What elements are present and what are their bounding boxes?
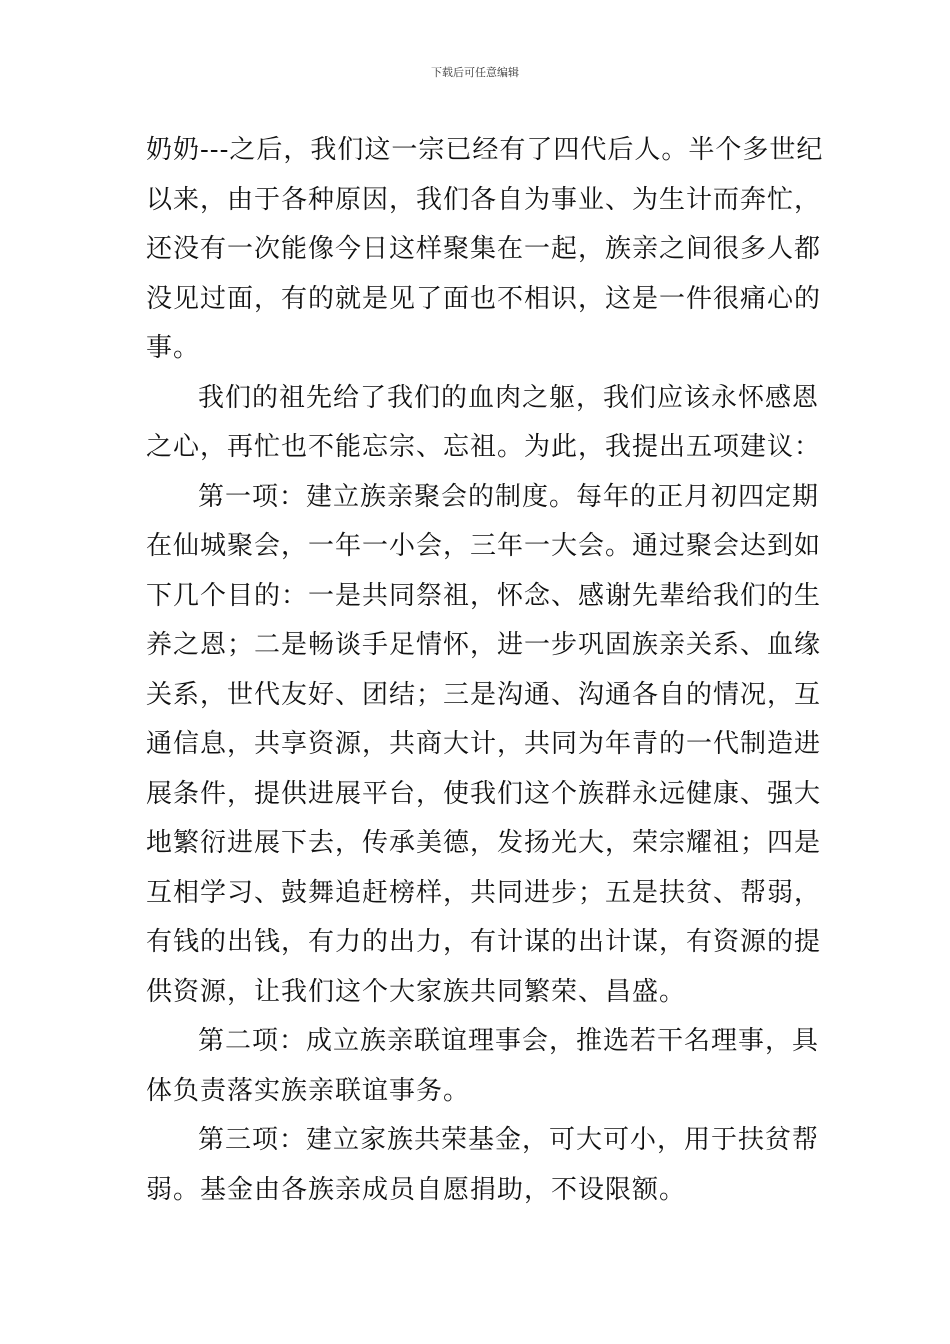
text-line: 第二项：成立族亲联谊理事会，推选若干名理事，具 (198, 1026, 820, 1056)
text-line: 展条件，提供进展平台，使我们这个族群永远健康、强大 (146, 778, 822, 809)
text-line: 没见过面，有的就是见了面也不相识，这是一件很痛心的 (146, 283, 822, 314)
text-line: 养之恩；二是畅谈手足情怀，进一步巩固族亲关系、血缘 (146, 630, 822, 660)
text-line: 关系，世代友好、团结；三是沟通、沟通各自的情况，互 (146, 679, 822, 710)
text-line: 下几个目的：一是共同祭祖，怀念、感谢先辈给我们的生 (146, 580, 822, 611)
text-line: 在仙城聚会，一年一小会，三年一大会。通过聚会达到如 (146, 531, 822, 561)
paragraph-3 (146, 473, 822, 1018)
text-line: 还没有一次能像今日这样聚集在一起，族亲之间很多人都 (146, 234, 822, 264)
text-line: 奶奶---之后，我们这一宗已经有了四代后人。半个多世纪 (146, 135, 824, 165)
text-line: 弱。基金由各族亲成员自愿捐助，不设限额。 (146, 1174, 687, 1205)
paragraph-2 (146, 374, 822, 473)
text-line: 第三项：建立家族共荣基金，可大可小，用于扶贫帮 (198, 1125, 820, 1155)
text-line: 通信息，共享资源，共商大计，共同为年青的一代制造进 (146, 729, 822, 759)
paragraph-5 (146, 1116, 820, 1215)
document-body (146, 126, 824, 1215)
paragraph-4 (146, 1017, 820, 1116)
page-header: 下载后可任意编辑 (431, 66, 519, 79)
text-line: 第一项：建立族亲聚会的制度。每年的正月初四定期 (198, 481, 820, 512)
text-line: 之心，再忙也不能忘宗、忘祖。为此，我提出五项建议： (146, 432, 822, 462)
paragraph-1 (146, 126, 824, 374)
text-line: 事。 (146, 333, 201, 363)
text-line: 互相学习、鼓舞追赶榜样，共同进步；五是扶贫、帮弱， (146, 877, 822, 908)
text-line: 地繁衍进展下去，传承美德，发扬光大，荣宗耀祖；四是 (146, 828, 822, 858)
text-line: 有钱的出钱，有力的出力，有计谋的出计谋，有资源的提 (146, 927, 822, 957)
text-line: 以来，由于各种原因，我们各自为事业、为生计而奔忙， (146, 184, 822, 215)
text-line: 体负责落实族亲联谊事务。 (146, 1075, 471, 1106)
text-line: 我们的祖先给了我们的血肉之躯，我们应该永怀感恩 (198, 382, 820, 413)
text-line: 供资源，让我们这个大家族共同繁荣、昌盛。 (146, 976, 687, 1007)
